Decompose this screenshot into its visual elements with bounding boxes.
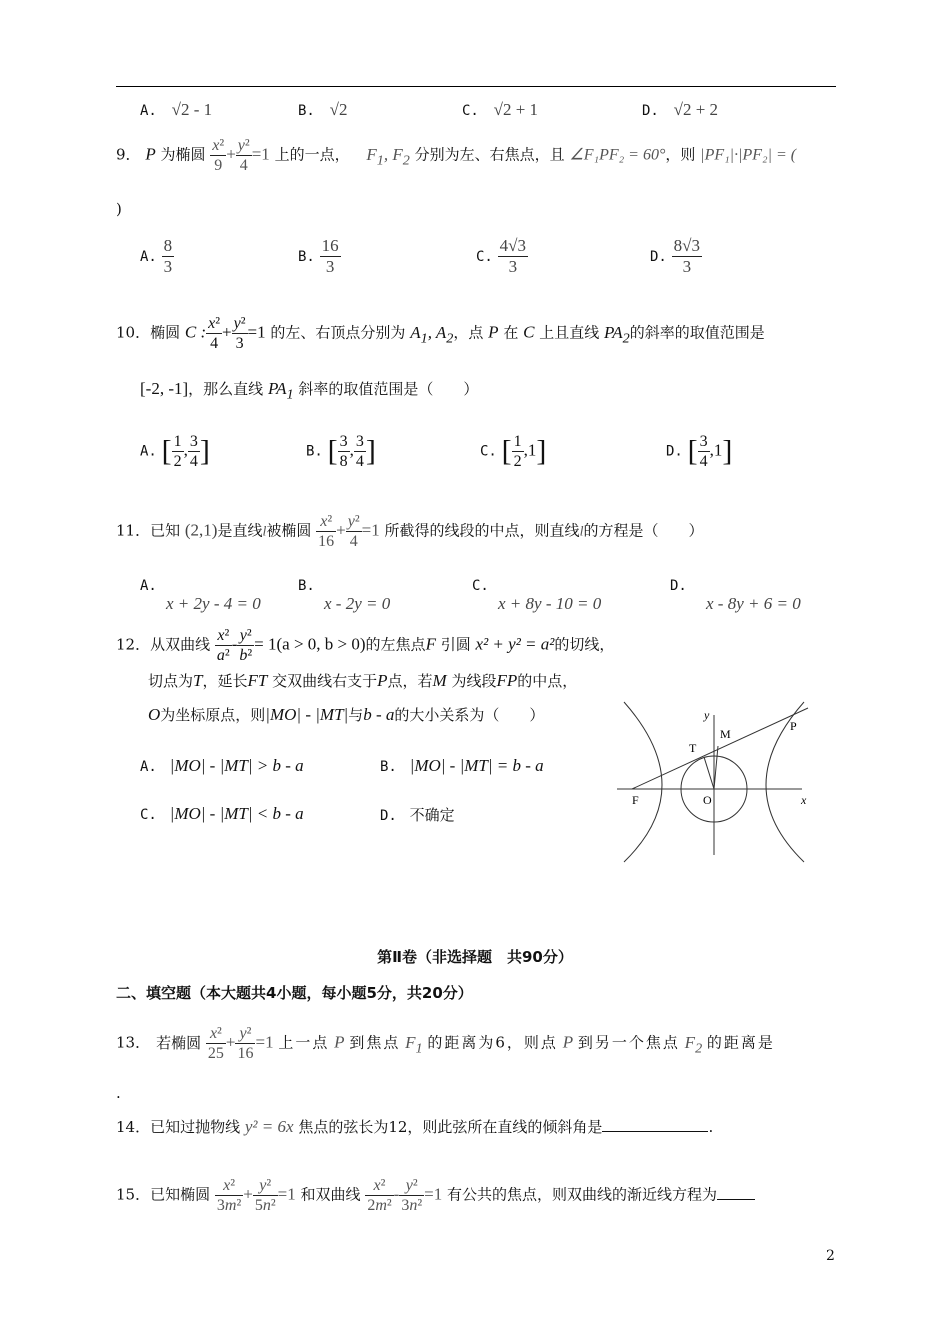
q11-option-d [670,576,801,614]
label-p: P [790,719,797,733]
q9-text-3: 分别为左、右焦点，且 [414,145,565,164]
q9-option-d-den: 3 [682,257,692,277]
page-number: 2 [826,1248,835,1264]
q10-vertices: $A_1$, $A_2$ [410,322,454,347]
tangent-line-fp [632,708,808,789]
q12-text-3: 引圆 [440,635,471,654]
q10-option-c: C. [ $\frac{1}{2}$ ,1] [480,433,547,471]
q12-option-b-label: B. [380,759,397,775]
section2-title: 二、填空题（本大题共4小题，每小题5分，共20分） [116,984,473,1002]
q12-option-c [140,804,304,824]
q12-option-a-text: |MO| - |MT| > b - a [169,756,304,775]
q12-option-a [140,756,304,776]
segment-ot [704,757,714,789]
q9-close-paren: ) [116,200,122,218]
q10-option-d: D. [ $\frac{3}{4}$ ,1] [666,433,733,471]
q9-option-a-label: A. [140,248,157,265]
q12-text-2: 的左焦点 [365,635,426,654]
q8-option-b [298,100,347,120]
q12-line2-a: 切点为 [148,672,194,690]
q8-option-d-label: D. [642,103,659,119]
q9-option-b-den: 3 [325,257,335,277]
q8-option-d-value: √2 + 2 [673,100,719,119]
q12-line2-c: 交双曲线右支于 [272,672,378,690]
q10-range: [-2, -1] [140,379,189,398]
q15-text-3: 有公共的焦点，则双曲线的渐近线方程为 [447,1185,718,1204]
q9-angle: ∠F₁PF₂ = 60° [569,146,666,164]
q14-text-2: 焦点的弦长为12，则此弦所在直线的倾斜角是 [298,1118,603,1136]
q12-number: 12． [116,635,151,654]
q10-option-a-label: A. [140,443,157,460]
q11-option-a-eq: x + 2y - 4 = 0 [166,594,261,613]
q13-text-6: 的距离是 [706,1033,775,1052]
q12-option-b-text: |MO| - |MT| = b - a [409,756,544,775]
label-t: T [689,741,697,755]
q10-stem: 10．椭圆 C : $\frac{\text{x²}}{4}$ + $\frac{\text{y²}}{3}$ =1 的左、右顶点分别为 $A_1$, $A_2$，点 P 在 C 上且直线 $PA_2$的斜率的取值范围是 [116,315,765,353]
q9-option-c-num: 4√3 [498,236,528,257]
q12-option-b [380,756,544,776]
left-hyperbola-branch [624,702,662,862]
q15-answer-blank[interactable] [717,1199,755,1200]
q12-text-1: 从双曲线 [150,635,211,654]
q12-line2-b: ，延长 [202,672,248,690]
q11-option-d-eq: x - 8y + 6 = 0 [706,594,801,613]
q11-stem: 11．已知 (2,1)是直线l被椭圆 $\frac{\text{x²}}{16}$ + $\frac{\text{y²}}{4}$ =1 所截得的线段的中点，则直线l的方程是（ ） [116,513,704,551]
q9-text-2: 上的一点， [274,145,350,164]
label-m: M [720,727,731,741]
part2-title: 第Ⅱ卷（非选择题 共90分） [377,948,573,966]
q10-var-c: C : [184,322,207,342]
q12-text-4: 的切线， [554,635,615,654]
q9-option-c [476,236,528,278]
q13-end-dot: . [116,1084,121,1102]
label-x: x [801,793,807,807]
q9-option-d-label: D. [650,248,667,265]
q9-expression: |PF₁|·|PF₂| = ( [700,146,797,164]
q12-line2-d: 点，若 [387,672,433,690]
q10-option-b: B. [ $\frac{3}{8}$ , $\frac{3}{4}$ ] [306,433,376,471]
q9-option-b-label: B. [298,248,315,265]
q12-line3-b: 与 [348,706,364,724]
q9-text-1: 为椭圆 [160,145,206,164]
q14-stem [116,1116,713,1137]
q13-text-3: 到焦点 [349,1033,401,1052]
q12-option-d [380,804,455,825]
q12-circle-eq: x² + y² = a² [475,634,555,654]
q9-option-c-den: 3 [508,257,518,277]
q9-option-b-num: 16 [320,236,341,257]
q13-text-2: 上一点 [278,1033,330,1052]
q10-option-c-label: C. [480,443,497,460]
q12-condition: = 1(a > 0, b > 0) [254,634,366,654]
q9-stem: 9． P 为椭圆 $\frac{\text{x²}}{9}$ + $\frac{\text{y²}}{4}$ =1 上的一点， $F_1$, $F_2$ 分别为左、右焦点，且 ∠F₁PF₂ = 60°，则 |PF₁|·|PF₂| = ( [116,137,797,175]
q12-stem-line-2: 切点为T，延长FT 交双曲线右支于P点，若M 为线段FP的中点， [148,671,578,690]
q11-option-a [140,576,261,614]
q8-option-a-value: √2 - 1 [171,100,213,119]
q12-line3-c: 的大小关系为（ ） [394,706,545,724]
q10-option-d-label: D. [666,443,683,460]
q9-option-d [650,236,702,278]
q8-option-c [462,100,538,120]
q11-number: 11． [116,521,151,540]
q12-line2-e: 为线段 [451,672,497,690]
q12-hyperbola-figure [612,700,824,865]
q9-option-b [298,236,341,278]
q8-option-d [642,100,718,120]
q11-option-b [298,576,390,614]
q10-text-8: 斜率的取值范围是（ ） [298,380,479,398]
q13-text-4: 的距离为6，则点 [427,1033,558,1052]
q8-option-c-value: √2 + 1 [493,100,539,119]
q11-option-c-eq: x + 8y - 10 = 0 [498,594,602,613]
q8-option-b-value: √2 [329,100,348,119]
q11-option-d-label: D. [670,578,687,594]
q11-point: (2,1) [184,520,218,540]
q10-text-5: 上且直线 [539,323,600,342]
q14-number: 14． [116,1118,151,1136]
q12-option-c-text: |MO| - |MT| < b - a [169,804,304,823]
label-y: y [704,708,710,722]
q13-number: 13． [116,1033,151,1052]
q9-option-d-num: 8√3 [672,236,702,257]
q13-text-1: 若椭圆 [156,1033,202,1052]
q11-option-b-label: B. [298,578,315,594]
q8-option-a [140,100,212,120]
q13-text-5: 到另一个焦点 [577,1033,680,1052]
q12-option-a-label: A. [140,759,157,775]
segment-om [714,746,718,789]
q15-text-2: 和双曲线 [300,1185,361,1204]
right-hyperbola-branch [766,702,804,862]
q12-option-d-text: 不确定 [409,806,455,824]
q12-stem-line-3: O为坐标原点，则|MO| - |MT|与b - a的大小关系为（ ） [148,705,545,724]
q8-option-b-label: B. [298,103,315,119]
q10-option-a: A. [ $\frac{1}{2}$ , $\frac{3}{4}$ ] [140,433,210,471]
q11-option-c [472,576,601,614]
q15-text-1: 已知椭圆 [150,1185,211,1204]
q10-text-7: ，那么直线 [188,380,264,398]
q14-answer-blank[interactable] [602,1131,708,1132]
q11-text-4: 所截得的线段的中点，则直线 [384,521,580,540]
q8-option-a-label: A. [140,103,157,119]
q11-text-2: 是直线 [217,521,263,540]
q12-line3-a: 为坐标原点，则 [160,706,266,724]
q10-text-4: 在 [503,323,519,342]
q10-text-1: 椭圆 [150,323,181,342]
top-rule [116,86,836,87]
label-f: F [632,793,639,807]
q11-option-a-label: A. [140,578,157,594]
q9-option-a-num: 8 [162,236,175,257]
q14-text-1: 已知过抛物线 [150,1118,241,1136]
q8-option-c-label: C. [462,103,479,119]
q12-line2-f: 的中点， [517,672,578,690]
q9-option-c-label: C. [476,248,493,265]
q10-option-b-label: B. [306,443,323,460]
q15-number: 15． [116,1185,151,1204]
q11-text-3: 被椭圆 [266,521,312,540]
q11-option-c-label: C. [472,578,489,594]
q14-end: . [708,1118,714,1136]
q12-option-c-label: C. [140,807,157,823]
q12-option-d-label: D. [380,808,397,824]
q9-var-p: P [145,144,156,164]
q11-text-1: 已知 [150,521,181,540]
q11-text-5: 的方程是（ ） [583,521,704,540]
q10-number: 10． [116,323,151,342]
q10-text-6: 的斜率的取值范围是 [629,323,765,342]
label-o: O [703,793,712,807]
q13-stem: 13． 若椭圆 $\frac{\text{x²}}{25}$ + $\frac{\text{y²}}{16}$ =1 上一点 P 到焦点 $F_1$ 的距离为6，则点 P 到另一个焦点 $F_2$ 的距离是 [116,1025,775,1063]
q12-stem: 12．从双曲线 $\frac{\text{x²}}{\text{a²}}$ - $\frac{\text{y²}}{\text{b²}}$ = 1(a > 0, b > 0)的左焦点F 引圆 x² + y² = a²的切线， [116,627,615,665]
q10-stem-line-2: [-2, -1]，那么直线 $PA_1$ 斜率的取值范围是（ ） [140,379,479,403]
q10-text-3: ，点 [453,323,484,342]
q11-option-b-eq: x - 2y = 0 [324,594,391,613]
q9-number: 9． [116,145,141,164]
q9-foci: $F_1$, $F_2$ [366,144,410,169]
q9-ellipse-y-term: $\frac{\text{y²}}{4}$ [237,137,250,175]
q9-ellipse-x-term: $\frac{\text{x²}}{9}$ [212,137,225,175]
q9-text-4: ，则 [665,145,696,164]
q9-option-a-den: 3 [163,257,173,277]
q10-text-2: 的左、右顶点分别为 [270,323,406,342]
q15-stem: 15．已知椭圆 $\frac{\text{x²}}{\text{3m²}}$ + $\frac{\text{y²}}{\text{5n²}}$ =1 和双曲线 $\frac{\text{x²}}{\text{2m²}}$ - $\frac{\text{y²}}{\text{3n²}}$ =1 有公共的焦点，则双曲线的渐近线方程为 [116,1176,755,1215]
q14-parabola-eq: y² = 6x [244,1117,294,1136]
q9-option-a [140,236,174,278]
